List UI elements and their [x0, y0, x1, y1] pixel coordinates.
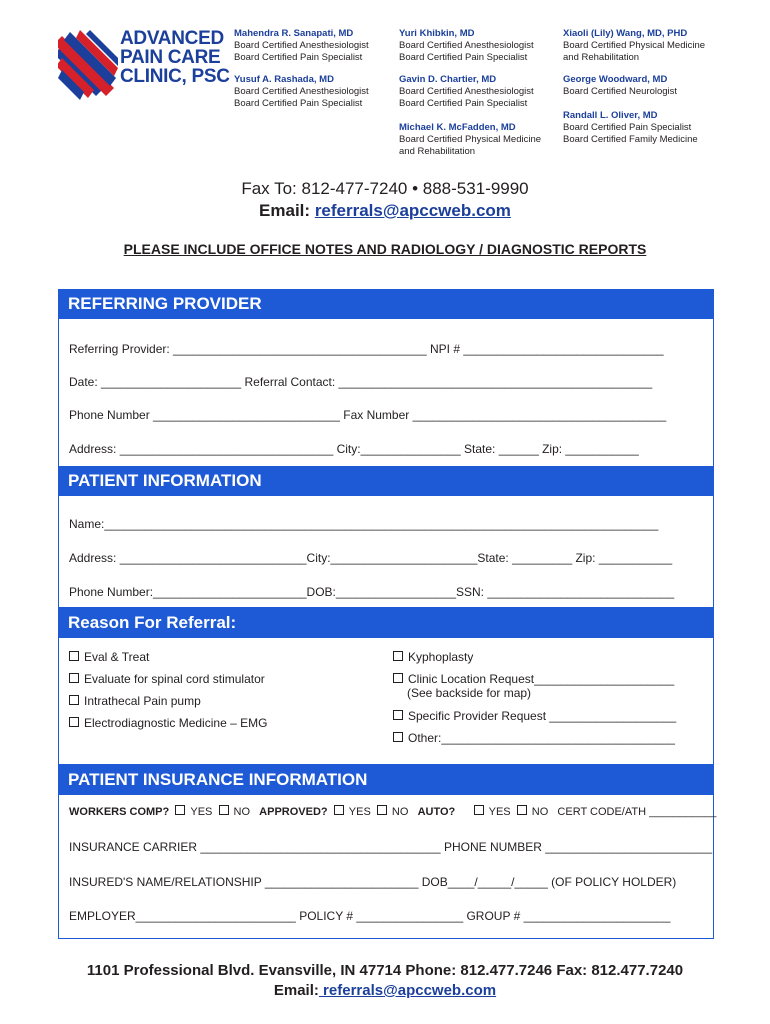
approved-label: APPROVED?: [259, 806, 328, 818]
option-note: (See backside for map): [407, 686, 532, 700]
footer-address: 1101 Professional Blvd. Evansville, IN 47714 Phone: 812.477.7246 Fax: 812.477.7240: [86, 962, 684, 979]
logo-line-3: CLINIC, PSC: [120, 66, 230, 87]
doctor-entry: [234, 28, 369, 64]
option-label: Kyphoplasty: [408, 650, 474, 664]
checkbox[interactable]: [377, 805, 387, 815]
date-referral-contact-field[interactable]: Date: _____________________ Referral Contact: _______________________________________________: [69, 375, 653, 389]
doctor-credential: Board Certified Physical Medicine: [563, 40, 706, 51]
yes-label: YES: [488, 806, 511, 818]
reason-option[interactable]: [393, 709, 676, 723]
doctor-name: Gavin D. Chartier, MD: [399, 74, 497, 85]
doctor-name: Xiaoli (Lily) Wang, MD, PHD: [563, 28, 688, 39]
doctor-credential: Board Certified Anesthesiologist: [234, 40, 369, 51]
doctor-entry: [234, 74, 369, 110]
email-link[interactable]: referrals@apccweb.com: [318, 982, 497, 999]
option-label: Specific Provider Request ___________________: [408, 709, 677, 723]
doctor-entry: [563, 28, 705, 64]
doctor-entry: [399, 28, 534, 64]
doctor-name: George Woodward, MD: [563, 74, 668, 85]
yes-label: YES: [348, 806, 371, 818]
workers-comp-label: WORKERS COMP?: [69, 806, 170, 818]
email-label: Email:: [259, 201, 311, 220]
no-label: NO: [391, 806, 409, 818]
doctor-credential: Board Certified Pain Specialist: [234, 98, 363, 109]
doctor-name: Yusuf A. Rashada, MD: [234, 74, 334, 85]
checkbox[interactable]: [517, 805, 527, 815]
email-line: [0, 201, 770, 221]
checkbox[interactable]: [393, 651, 403, 661]
reason-option[interactable]: [69, 650, 149, 664]
doctor-credential: Board Certified Pain Specialist: [399, 52, 528, 63]
insurance-flags-row: [69, 805, 716, 818]
doctor-name: Yuri Khibkin, MD: [399, 28, 475, 39]
no-label: NO: [233, 806, 250, 818]
doctor-credential: Board Certified Anesthesiologist: [399, 86, 534, 97]
doctor-credential: Board Certified Pain Specialist: [399, 98, 528, 109]
cert-code-field[interactable]: CERT CODE/ATH ___________: [557, 806, 717, 818]
address-field[interactable]: Address: ________________________________ City:_______________ State: ______ Zip: ___________: [69, 442, 639, 456]
doctor-name: Michael K. McFadden, MD: [399, 122, 516, 133]
include-notice: PLEASE INCLUDE OFFICE NOTES AND RADIOLOGY / DIAGNOSTIC REPORTS: [123, 241, 647, 257]
checkbox[interactable]: [393, 673, 403, 683]
option-label: Evaluate for spinal cord stimulator: [84, 672, 265, 686]
doctor-credential: Board Certified Anesthesiologist: [234, 86, 369, 97]
patient-information-header: PATIENT INFORMATION: [58, 466, 714, 496]
employer-policy-group-field[interactable]: EMPLOYER________________________ POLICY # ________________ GROUP # ______________________: [69, 909, 671, 923]
doctor-credential: and Rehabilitation: [563, 52, 640, 63]
checkbox[interactable]: [334, 805, 344, 815]
reason-option[interactable]: [393, 731, 675, 745]
doctor-credential: Board Certified Pain Specialist: [563, 122, 692, 133]
doctor-entry: [563, 110, 698, 146]
option-label: Clinic Location Request_____________________: [408, 672, 675, 686]
doctor-credential: and Rehabilitation: [399, 146, 476, 157]
logo-line-1: ADVANCED: [120, 28, 224, 49]
checkbox[interactable]: [69, 717, 79, 727]
auto-label: AUTO?: [417, 806, 456, 818]
logo-mark-icon: [58, 26, 118, 108]
referring-provider-field[interactable]: Referring Provider: ______________________________________ NPI # ______________________________: [69, 342, 664, 356]
doctor-entry: [399, 74, 534, 110]
doctor-credential: Board Certified Pain Specialist: [234, 52, 363, 63]
reason-option[interactable]: [69, 716, 267, 730]
checkbox[interactable]: [393, 710, 403, 720]
insurance-header: PATIENT INSURANCE INFORMATION: [58, 765, 714, 795]
patient-name-field[interactable]: Name:___________________________________________________________________________________: [69, 517, 659, 531]
insured-name-field[interactable]: INSURED'S NAME/RELATIONSHIP _______________________ DOB____/_____/_____ (OF POLICY HOLDER): [69, 875, 677, 889]
logo-line-2: PAIN CARE: [120, 47, 221, 68]
doctor-entry: [399, 122, 541, 158]
reason-option[interactable]: [393, 650, 473, 664]
doctor-credential: Board Certified Anesthesiologist: [399, 40, 534, 51]
checkbox[interactable]: [175, 805, 185, 815]
fax-numbers: Fax To: 812-477-7240 • 888-531-9990: [241, 179, 529, 198]
option-label: Intrathecal Pain pump: [84, 694, 201, 708]
yes-label: YES: [190, 806, 213, 818]
doctor-entry: [563, 74, 677, 98]
phone-fax-field[interactable]: Phone Number ____________________________ Fax Number ______________________________________: [69, 408, 667, 422]
email-label: Email:: [273, 982, 319, 999]
doctor-name: Randall L. Oliver, MD: [563, 110, 658, 121]
option-label: Electrodiagnostic Medicine – EMG: [84, 716, 268, 730]
patient-phone-dob-ssn-field[interactable]: Phone Number:_______________________DOB:__________________SSN: ____________________________: [69, 585, 675, 599]
doctor-credential: Board Certified Physical Medicine: [399, 134, 542, 145]
checkbox[interactable]: [69, 651, 79, 661]
reason-header: Reason For Referral:: [58, 608, 714, 638]
doctor-credential: Board Certified Neurologist: [563, 86, 678, 97]
no-label: NO: [531, 806, 549, 818]
reason-option[interactable]: [69, 672, 265, 686]
checkbox[interactable]: [219, 805, 229, 815]
doctor-name: Mahendra R. Sanapati, MD: [234, 28, 354, 39]
checkbox[interactable]: [69, 673, 79, 683]
option-label: Other:___________________________________: [408, 731, 675, 745]
clinic-logo: [58, 26, 230, 108]
footer-email: [0, 982, 770, 999]
doctor-credential: Board Certified Family Medicine: [563, 134, 698, 145]
checkbox[interactable]: [393, 732, 403, 742]
referring-provider-header: REFERRING PROVIDER: [58, 289, 714, 319]
patient-address-field[interactable]: Address: ____________________________City:______________________State: _________ Zip: ___________: [69, 551, 673, 565]
reason-option[interactable]: [69, 694, 201, 708]
reason-option[interactable]: [393, 672, 674, 686]
insurance-carrier-field[interactable]: INSURANCE CARRIER ____________________________________ PHONE NUMBER _________________________: [69, 840, 713, 854]
checkbox[interactable]: [474, 805, 484, 815]
checkbox[interactable]: [69, 695, 79, 705]
email-link[interactable]: referrals@apccweb.com: [314, 201, 511, 220]
option-label: Eval & Treat: [84, 650, 150, 664]
